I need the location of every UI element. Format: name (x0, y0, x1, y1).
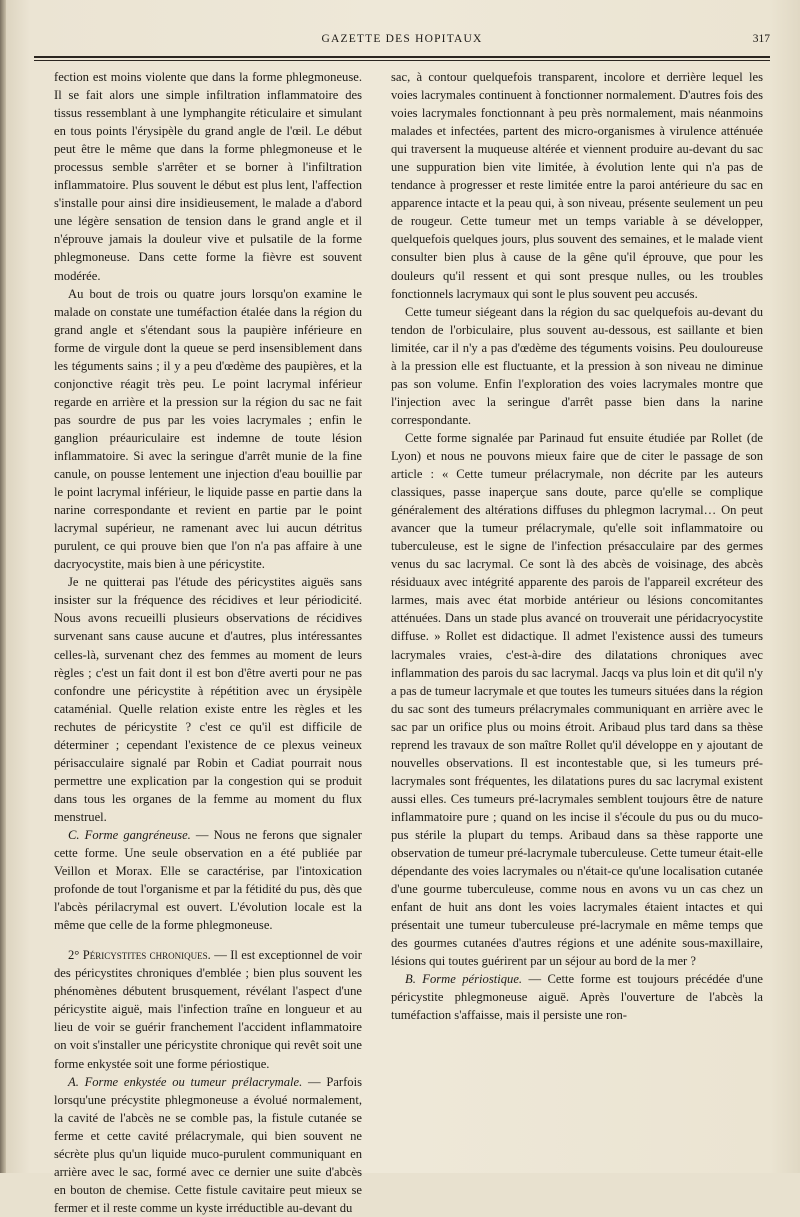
paragraph: Je ne quitterai pas l'étude des péricystites aiguës sans insister sur la fréquence des récidives et leur périodicité. Nous avons recueilli plusieurs observations de récidives survenant sans cause aucune et d'autres, plus intéressantes celles-là, survenant chez des femmes au moment de leurs règles ; c'est un fait dont il est bon d'être averti pour ne pas confondre une péricystite à répétition avec un érysipèle cataménial. Quelle relation existe entre les règles et les rechutes de péricystite ? c'est ce qu'il est difficile de déterminer ; cependant l'existence de ce plexus veineux périsacculaire signalé par Robin et Cadiat pourrait nous permettre une explication par la congestion qui se produit dans tous les organes de la femme au moment du flux menstruel. (54, 575, 362, 824)
journal-title: GAZETTE DES HOPITAUX (321, 33, 483, 45)
paragraph (54, 1073, 362, 1217)
paragraph: Cette tumeur siégeant dans la région du sac quelquefois au-devant du tendon de l'orbiculaire, plus souvent au-dessous, est saillante et bien limitée, car il n'y a pas d'œdème des téguments voisins. Peu douloureuse à la pression elle est fluctuante, et la pression à son niveau ne diminue pas son volume. Enfin l'exploration des voies lacrymales montre que l'injection avec la seringue d'arrêt passe bien dans la narine correspondante. (391, 304, 763, 427)
paragraph (54, 946, 362, 1072)
section-heading: A. Forme enkystée ou tumeur prélacrymale. (68, 1074, 303, 1089)
page-number: 317 (752, 33, 770, 45)
section-heading: 2° Péricystites chroniques. (68, 948, 211, 963)
paragraph (54, 826, 362, 934)
left-column (54, 68, 362, 1217)
page-header (34, 30, 770, 50)
paragraph: fection est moins violente que dans la forme phlegmoneuse. Il se fait alors une simple infiltration inflammatoire des tissus ressemblant à une lymphangite réticulaire et simulant en tous points l'érysipèle du grand angle de l'œil. Le début peut être le même que dans la forme phlegmoneuse et le processus semble s'arrêter et se borner à l'infiltration inflammatoire. Plus souvent le début est plus lent, l'affection s'installe pour ainsi dire insidieusement, le malade a d'abord une légère sensation de tension dans le grand angle et il n'éprouve jamais la douleur vive et pulsatile de la forme phlegmoneuse. Dans cette forme la fièvre est souvent modérée. (54, 70, 362, 283)
page-binding-edge (0, 0, 6, 1173)
right-column (391, 68, 763, 1024)
paragraph (391, 970, 763, 1024)
paragraph-body: — Il est exceptionnel de voir des péricystites chroniques d'emblée ; bien plus souvent les phénomènes débutent brusquement, révélant l'aspect d'une péricystite aiguë, mais l'infection traîne en longueur et au lieu de voir se guérir franchement l'accident inflammatoire on voit s'installer une péricystite chronique qui revêt soit une forme enkystée soit une forme périostique. (54, 948, 362, 1071)
paragraph: Au bout de trois ou quatre jours lorsqu'on examine le malade on constate une tuméfaction étalée dans la région du grand angle et s'étendant sous la paupière inférieure en forme de virgule dont la queue se perd insensiblement dans les téguments sains ; il y a peu d'œdème des paupières, et la conjonctive réagit très peu. Le point lacrymal inférieur regarde en arrière et la pression sur la région du sac ne fait pas sourdre de pus par les voies lacrymales ; enfin le ganglion préauriculaire est indemne de toute lésion inflammatoire. Si avec la seringue d'arrêt munie de la fine canule, on pousse lentement une injection d'eau bouillie par le point lacrymal inférieur, le liquide passe en partie dans la narine correspondante et revient en partie par le point lacrymal supérieur, ne ramenant avec lui aucun détritus purulent, ce qui prouve bien que l'on n'a pas affaire à une dacryocystite, mais bien à une péricystite. (54, 286, 362, 572)
section-heading: B. Forme périostique. (405, 972, 523, 987)
paragraph: sac, à contour quelquefois transparent, incolore et derrière lequel les voies lacrymales continuent à fonctionner normalement. D'autres fois des voies lacrymales fonctionnant à peu près normalement, mais néanmoins malades et infectées, partent des micro-organismes à virulence atténuée qui traversent la muqueuse altérée et viennent produire au-devant du sac une suppuration bien vite limitée, à évolution lente qui n'a pas de tendance à progresser et reste limitée entre la paroi antérieure du sac en apparence intacte et la peau qui, à son niveau, présente seulement un peu de rougeur. Cette tumeur met un temps variable à se développer, quelquefois quelques jours, plus souvent des semaines, et le malade vient consulter bien plus à cause de la gêne qu'il éprouve, que pour les douleurs qu'il ressent et qui sont presque nulles, ou les troubles fonctionnels lacrymaux qui sont le plus souvent peu accusés. (391, 70, 763, 301)
header-rule-thin (34, 60, 770, 61)
paragraph-body: — Parfois lorsqu'une précystite phlegmoneuse a évolué normalement, la cavité de l'abcès ne se comble pas, la fistule cutanée se ferme et cette cavité prélacrymale, qui bien souvent ne sécrète plus qu'un liquide muco-purulent communiquant en arrière avec le sac, formé avec ce dernier une suite d'abcès en bouton de chemise. Cette fistule cavitaire peut mieux se fermer et il reste comme un kyste irréductible au-devant du (54, 1074, 362, 1215)
paragraph: Cette forme signalée par Parinaud fut ensuite étudiée par Rollet (de Lyon) et nous ne pouvons mieux faire que de citer le passage de son article : « Cette tumeur prélacrymale, non décrite par les auteurs classiques, passe inaperçue sans doute, parce qu'elle se complique généralement des altérations diffuses du phlegmon lacrymal… On peut avancer que la tumeur prélacrymale, qu'elle soit inflammatoire ou tuberculeuse, est le signe de l'infection présacculaire par des germes venus du sac lacrymal. Ce sont là des abcès de voisinage, des abcès résiduaux avec intégrité apparente des parois de l'appareil excréteur des larmes, mais avec état morbide antérieur ou lésions concomitantes atténuées. Dans un stade plus avancé on trouverait une péridacryocystite diffuse. » Rollet est didactique. Il admet l'existence aussi des tumeurs lacrymales vraies, c'est-à-dire des dilatations chroniques avec inflammation des parois du sac lacrymal. Jacqs va plus loin et dit qu'il n'y a pas de tumeur lacrymale et que toutes les tumeurs situées dans la région du sac sont des tumeurs prélacrymales communiquant en arrière avec le sac par un orifice plus ou moins étroit. Aribaud plus tard dans sa thèse reprend les travaux de son maître Rollet qu'il développe en y ajoutant de nouvelles observations. Il est incontestable que, si les tumeurs pré-lacrymales sont fréquentes, les dilatations pures du sac lacrymal existent aussi elles. Ces tumeurs pré-lacrymales semblent toujours être de nature inflammatoire pure ; quand on les incise il s'écoule du pus ou du muco-pus stérile la plupart du temps. Aribaud dans sa thèse rapporte une observation de tumeur pré-lacrymale tuberculeuse. Cette tumeur était-elle dépendante des voies lacrymales ou n'était-ce qu'une localisation cutanée d'une gourme tuberculeuse, comme nous en avons vu un cas chez un enfant de huit ans dont les voies lacrymales étaient intactes et qui présentait une tumeur tuberculeuse pré-lacrymale en même temps que des gourmes cutanées d'autres régions et une adénite sous-maxillaire, lésions qui toutes guérirent par un séjour au bord de la mer ? (391, 430, 763, 969)
paragraph-body: — Cette forme est toujours précédée d'une péricystite phlegmoneuse aiguë. Après l'ouverture de l'abcès la tuméfaction s'affaisse, mais il persiste une ron- (391, 972, 763, 1023)
section-heading: C. Forme gangréneuse. (68, 827, 191, 842)
paragraph-body: — Nous ne ferons que signaler cette forme. Une seule observation en a été publiée par Veillon et Morax. Elle se caractérise, par l'intoxication profonde de tout l'organisme et par la fétidité du pus, dès que l'abcès périlacrymal est ouvert. L'évolution locale est la même que celle de la forme phlegmoneuse. (54, 827, 363, 933)
header-rule-thick (34, 56, 770, 58)
